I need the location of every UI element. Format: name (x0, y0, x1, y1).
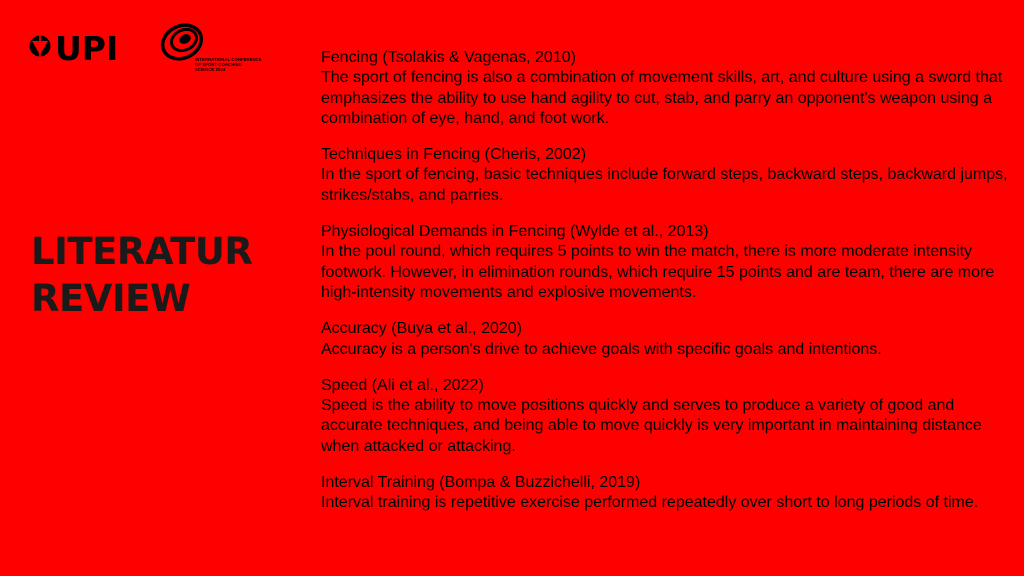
section-body: The sport of fencing is also a combination of movement skills, art, and culture using a sword that emphasizes the ability to use hand agility to cut, stab, and parry an opponent's weapon using a combination of eye, hand, and foot work. (321, 69, 1003, 127)
section-body: Interval training is repetitive exercise performed repeatedly over short to long periods of time. (321, 494, 979, 512)
conference-logo-text: INTERNATIONAL CONFERENCE OF SPORT COACHING SCIENCE 2024 (195, 57, 262, 72)
section-speed (321, 376, 1017, 457)
side-title-line-1: LITERATUR (31, 230, 253, 273)
section-interval-training (321, 473, 1017, 514)
conference-logo (158, 20, 283, 76)
section-accuracy (321, 319, 1017, 360)
literature-sections (321, 48, 1017, 514)
side-title-line-2: REVIEW (31, 277, 191, 320)
section-body: Speed is the ability to move positions quickly and serves to produce a variety of good and accurate techniques, and being able to move quickly is very important in maintaining distance when attacked or attacking. (321, 397, 982, 455)
section-heading: Physiological Demands in Fencing (Wylde et al., 2013) (321, 223, 709, 241)
upi-logo-text: UPI (55, 29, 119, 65)
section-body: In the poul round, which requires 5 points to win the match, there is more moderate intensity footwork. However, in elimination rounds, which require 15 points and are team, there are more high-intensity movements and explosive movements. (321, 243, 995, 301)
section-heading: Fencing (Tsolakis & Vagenas, 2010) (321, 49, 576, 66)
section-fencing (321, 48, 1017, 129)
upi-emblem-icon (29, 29, 122, 65)
section-physiological-demands (321, 222, 1017, 303)
upi-logo (29, 29, 122, 65)
section-heading: Speed (Ali et al., 2022) (321, 376, 484, 394)
section-heading: Accuracy (Buya et al., 2020) (321, 320, 522, 338)
side-title (31, 228, 291, 322)
section-heading: Interval Training (Bompa & Buzzichelli, 2019) (321, 474, 641, 492)
section-techniques (321, 145, 1017, 206)
section-body: In the sport of fencing, basic techniques include forward steps, backward steps, backward jumps, strikes/stabs, and parries. (321, 166, 1008, 204)
section-body: Accuracy is a person's drive to achieve goals with specific goals and intentions. (321, 340, 882, 358)
section-heading: Techniques in Fencing (Cheris, 2002) (321, 146, 587, 164)
